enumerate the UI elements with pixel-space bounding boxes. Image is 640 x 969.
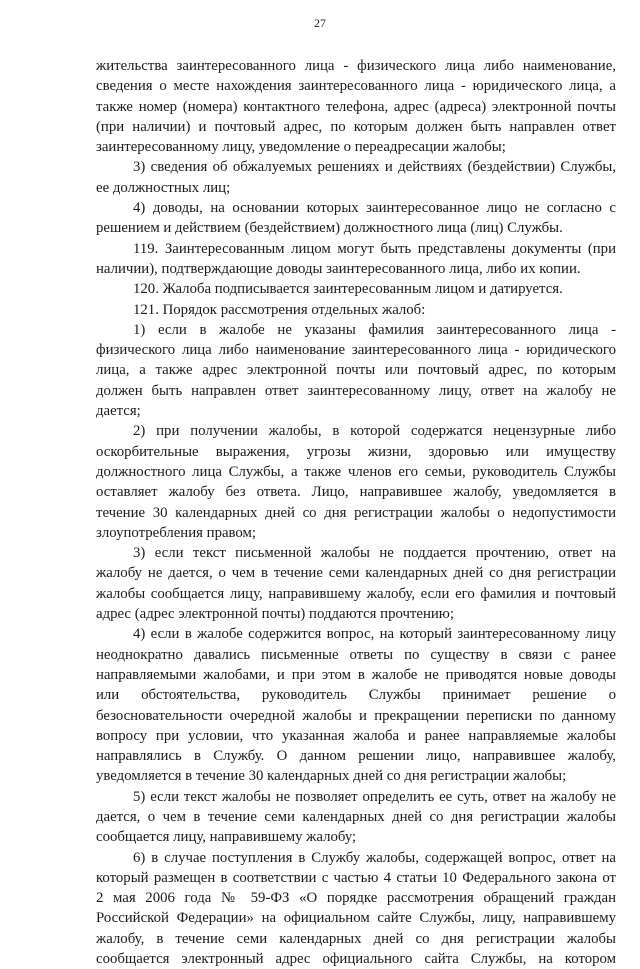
text-line: безосновательности очередной жалобы и прекращении переписки по данному (96, 707, 616, 724)
text-line: направлялись в Службу. О данном решении лицо, направившее жалобу, (96, 748, 616, 765)
text-line: заинтересованному лицу, уведомление о переадресации жалобы; (96, 139, 506, 156)
text-line: жалобу, в течение семи календарных дней со дня регистрации жалобы (96, 930, 616, 947)
text-line: 6) в случае поступления в Службу жалобы, содержащей вопрос, ответ на (133, 849, 616, 866)
text-line: жалобу не дается, о чем в течение семи календарных дней со дня регистрации (96, 565, 616, 582)
text-line: 4) доводы, на основании которых заинтересованное лицо не согласно с (133, 200, 616, 217)
text-line: сообщается электронный адрес официального сайта Службы, на котором (96, 951, 616, 968)
text-line: решением и действием (бездействием) должностного лица (лиц) Службы. (96, 220, 563, 237)
text-line: или обстоятельства, руководитель Службы принимает решение о (96, 687, 616, 704)
text-line: оставляет жалобу без ответа. Лицо, направившее жалобу, уведомляется в (96, 484, 616, 501)
text-line: наличии), подтверждающие доводы заинтересованного лица, либо их копии. (96, 260, 581, 277)
text-line: сведения о месте нахождения заинтересованного лица - юридического лица, а (96, 78, 616, 95)
text-line: жалобы сообщается лицу, направившему жалобу, если его фамилия и почтовый (96, 585, 616, 602)
text-line: лица, а также адрес электронной почты или почтовый адрес, по которым (96, 362, 616, 379)
text-line: 120. Жалоба подписывается заинтересованным лицом и датируется. (133, 281, 563, 298)
text-line: злоупотребления правом; (96, 524, 257, 541)
document-body (96, 56, 616, 969)
text-line: также номер (номера) контактного телефона, адрес (адреса) электронной почты (96, 98, 616, 115)
text-line: 5) если текст жалобы не позволяет определить ее суть, ответ на жалобу не (133, 788, 616, 805)
text-line: который размещен в соответствии с частью 4 статьи 10 Федерального закона от (96, 869, 616, 886)
text-line: 2 мая 2006 года № 59-ФЗ «О порядке рассмотрения обращений граждан (96, 890, 616, 907)
text-line: сообщается лицу, направившему жалобу; (96, 829, 357, 846)
text-line: дается, о чем в течение семи календарных дней со дня регистрации жалобы (96, 808, 616, 825)
text-line: жительства заинтересованного лица - физического лица либо наименование, (96, 58, 616, 74)
text-line: 2) при получении жалобы, в которой содержатся нецензурные либо (133, 423, 616, 440)
text-line: ее должностных лиц; (96, 179, 231, 196)
text-line: должен быть направлен ответ заинтересованному лицу, ответ на жалобу не (96, 382, 616, 399)
text-line: 1) если в жалобе не указаны фамилия заинтересованного лица - (133, 321, 616, 338)
text-line: неоднократно давались письменные ответы по существу в связи с ранее (96, 646, 616, 663)
text-line: физического лица либо наименование заинтересованного лица - юридического (96, 342, 616, 359)
text-line: должностного лица Службы, а также членов его семьи, руководитель Службы (96, 463, 616, 480)
text-line: 121. Порядок рассмотрения отдельных жалоб: (133, 301, 426, 318)
text-line: 119. Заинтересованным лицом могут быть представлены документы (при (133, 240, 616, 257)
text-line: вопросу при условии, что указанная жалоба и ранее направляемые жалобы (96, 727, 616, 744)
text-line: направляемыми жалобами, и при этом в жалобе не приводятся новые доводы (96, 666, 616, 683)
text-line: течение 30 календарных дней со дня регистрации жалобы о недопустимости (96, 504, 616, 521)
text-line: оскорбительные выражения, угрозы жизни, здоровью или имуществу (96, 443, 616, 460)
text-line: уведомляется в течение 30 календарных дней со дня регистрации жалобы; (96, 768, 567, 785)
text-line: 3) сведения об обжалуемых решениях и действиях (бездействии) Службы, (133, 159, 616, 176)
page-number: 27 (314, 16, 326, 30)
text-line: Российской Федерации» на официальном сайте Службы, лицу, направившему (96, 910, 616, 927)
text-line: 4) если в жалобе содержится вопрос, на который заинтересованному лицу (133, 626, 616, 643)
text-line: (при наличии) и почтовый адрес, по которым должен быть направлен ответ (96, 118, 616, 135)
text-line: дается; (96, 403, 141, 420)
text-line: адрес (адрес электронной почты) поддаются прочтению; (96, 606, 454, 623)
text-line: 3) если текст письменной жалобы не поддается прочтению, ответ на (133, 545, 616, 562)
